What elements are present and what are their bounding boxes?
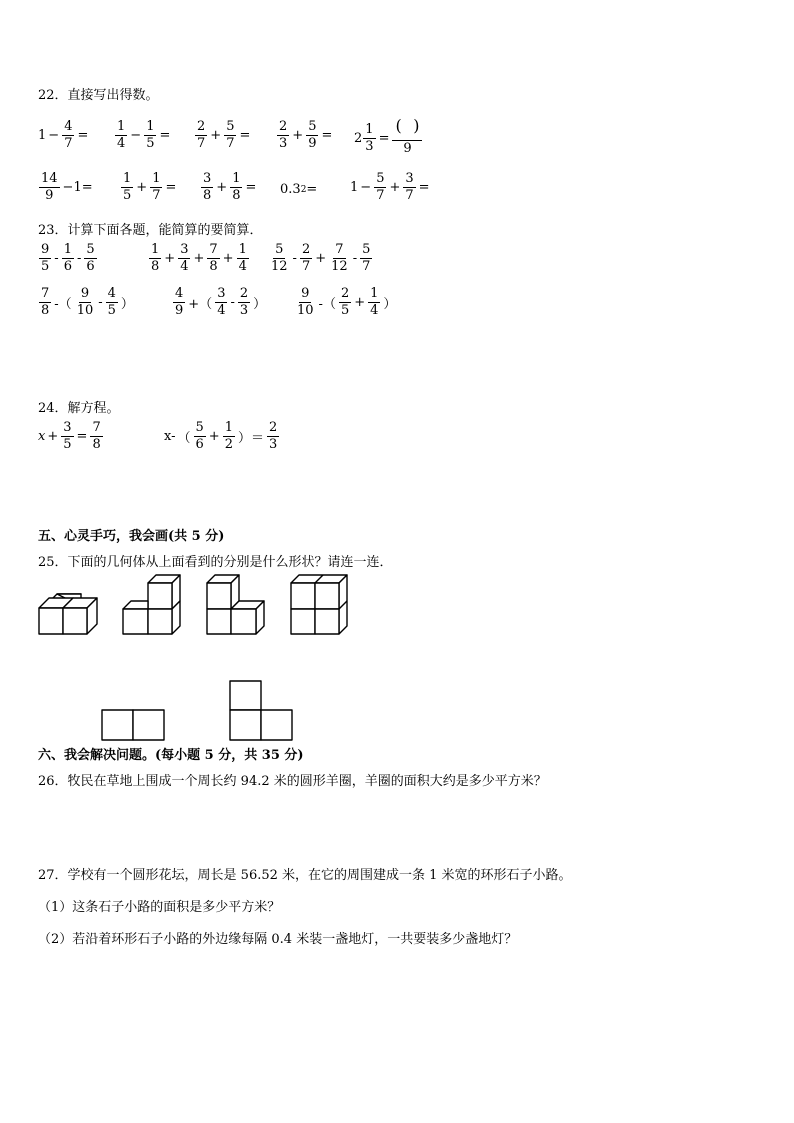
- operator: −1=: [62, 180, 93, 196]
- answer-fraction[interactable]: ( ) 9: [392, 120, 422, 157]
- top-view-b: [230, 681, 292, 740]
- parenthesis: ）＝: [237, 431, 264, 447]
- fraction: $\frac{5}{6}$: [195, 420, 204, 453]
- exponent: 2: [300, 184, 307, 195]
- fraction: $\frac{5}{12}$: [271, 242, 288, 275]
- equals: =: [77, 128, 89, 144]
- fraction: $\frac{2}{3}$: [279, 119, 288, 152]
- fraction: $\frac{2}{3}$: [269, 420, 278, 453]
- equals: =: [418, 180, 430, 196]
- operator: +: [315, 251, 327, 267]
- fraction: $\frac{5}{7}$: [362, 242, 371, 275]
- operator: +: [222, 251, 234, 267]
- variable-x: x-: [164, 429, 176, 445]
- equals: =: [76, 429, 88, 445]
- fraction: $\frac{9}{10}$: [76, 286, 94, 319]
- equals: =: [245, 180, 257, 196]
- operator: +: [164, 251, 176, 267]
- fraction: $\frac{1}{8}$: [232, 171, 241, 204]
- fraction: $\frac{1}{4}$: [117, 119, 126, 152]
- operator: −: [360, 180, 372, 196]
- fraction: $\frac{1}{7}$: [152, 171, 161, 204]
- fraction: $\frac{2}{5}$: [340, 286, 350, 319]
- integer: 1: [38, 128, 47, 144]
- fraction: $\frac{2}{7}$: [301, 242, 311, 275]
- equals: =: [159, 128, 171, 144]
- fraction: $\frac{2}{3}$: [239, 286, 249, 319]
- operator: -: [292, 251, 297, 267]
- solid-1: [39, 594, 97, 634]
- q27-text: 27．学校有一个圆形花坛，周长是 56.52 米，在它的周围建成一条 1 米宽的环形石子小路。: [38, 868, 572, 883]
- fraction: $\frac{7}{8}$: [92, 420, 101, 453]
- fraction: $\frac{7}{12}$: [331, 242, 348, 275]
- operator: +: [210, 128, 222, 144]
- q27-sub1: （1）这条石子小路的面积是多少平方米？: [38, 900, 281, 915]
- equals: =: [306, 182, 318, 197]
- fraction: $\frac{1}{5}$: [146, 119, 155, 152]
- fraction: $\frac{4}{7}$: [64, 119, 73, 152]
- fraction: $\frac{1}{4}$: [370, 286, 379, 319]
- operator: +: [389, 180, 401, 196]
- parenthesis: ）: [120, 297, 134, 313]
- fraction: $\frac{2}{7}$: [197, 119, 206, 152]
- fraction: $\frac{5}{9}$: [308, 119, 317, 152]
- equals: =: [321, 128, 333, 144]
- fraction: $\frac{9}{10}$: [297, 286, 314, 319]
- section5-title: 五、心灵手巧，我会画(共 5 分): [38, 529, 225, 544]
- fraction: $\frac{7}{8}$: [41, 286, 50, 319]
- operator: +: [354, 295, 366, 311]
- section6-title: 六、我会解决问题。(每小题 5 分，共 35 分): [38, 748, 304, 763]
- equals: =: [165, 180, 177, 196]
- fraction: $\frac{1}{3}$: [365, 121, 374, 154]
- parenthesis: （: [177, 431, 191, 447]
- operator: -: [54, 251, 59, 267]
- parenthesis: ）: [253, 297, 267, 313]
- fraction: $\frac{4}{5}$: [107, 286, 116, 319]
- top-view-a: [102, 710, 164, 740]
- operator: -: [76, 251, 82, 267]
- q23-title: 23．计算下面各题，能简算的要简算．: [38, 223, 263, 238]
- operator: +: [208, 429, 220, 445]
- fraction: $\frac{3}{7}$: [405, 171, 414, 204]
- equals: =: [378, 130, 390, 146]
- operator: +: [136, 180, 148, 196]
- fraction: $\frac{9}{5}$: [41, 242, 50, 275]
- fraction: $\frac{5}{7}$: [226, 119, 235, 152]
- fraction: $\frac{1}{6}$: [63, 242, 72, 275]
- fraction: $\frac{3}{8}$: [203, 171, 212, 204]
- solid-3: [207, 575, 264, 634]
- solid-2: [123, 575, 180, 634]
- fraction: $\frac{1}{5}$: [123, 171, 132, 204]
- fraction: $\frac{3}{5}$: [63, 420, 72, 453]
- operator: +: [47, 429, 59, 445]
- fraction: $\frac{3}{4}$: [217, 286, 226, 319]
- fraction: $\frac{5}{7}$: [376, 171, 385, 204]
- fraction: $\frac{5}{6}$: [86, 242, 95, 275]
- operator: +: [193, 251, 205, 267]
- fraction: $\frac{1}{8}$: [151, 242, 160, 275]
- fraction: $\frac{1}{2}$: [224, 420, 233, 453]
- fraction: $\frac{14}{9}$: [41, 171, 58, 204]
- operator: +（: [188, 297, 213, 313]
- operator: -（: [54, 297, 72, 313]
- operator: +: [216, 180, 228, 196]
- q24-title: 24．解方程。: [38, 401, 120, 416]
- operator: -: [98, 295, 103, 311]
- decimal: 0.3: [280, 182, 301, 197]
- q27-sub2: （2）若沿着环形石子小路的外边缘每隔 0.4 米装一盏地灯，一共要装多少盏地灯？: [38, 932, 518, 947]
- fraction: $\frac{7}{8}$: [209, 242, 218, 275]
- fraction: $\frac{1}{4}$: [238, 242, 247, 275]
- operator: −: [48, 128, 60, 144]
- q26-text: 26．牧民在草地上围成一个周长约 94.2 米的圆形羊圈，羊圈的面积大约是多少平方米？: [38, 774, 547, 789]
- integer: 2: [354, 130, 363, 146]
- fraction: $\frac{3}{4}$: [180, 242, 189, 275]
- q22-title: 22．直接写出得数。: [38, 88, 159, 103]
- variable-x: x: [38, 429, 46, 445]
- operator: -: [230, 295, 235, 311]
- operator: −: [130, 128, 142, 144]
- equals: =: [239, 128, 251, 144]
- integer: 1: [350, 180, 359, 196]
- operator: +: [292, 128, 304, 144]
- parenthesis: ）: [383, 297, 397, 313]
- q25-title: 25．下面的几何体从上面看到的分别是什么形状？请连一连．: [38, 555, 393, 570]
- operator: -: [352, 251, 358, 267]
- fraction: $\frac{4}{9}$: [175, 286, 184, 319]
- operator: -（: [318, 297, 336, 313]
- solid-4: [291, 575, 347, 634]
